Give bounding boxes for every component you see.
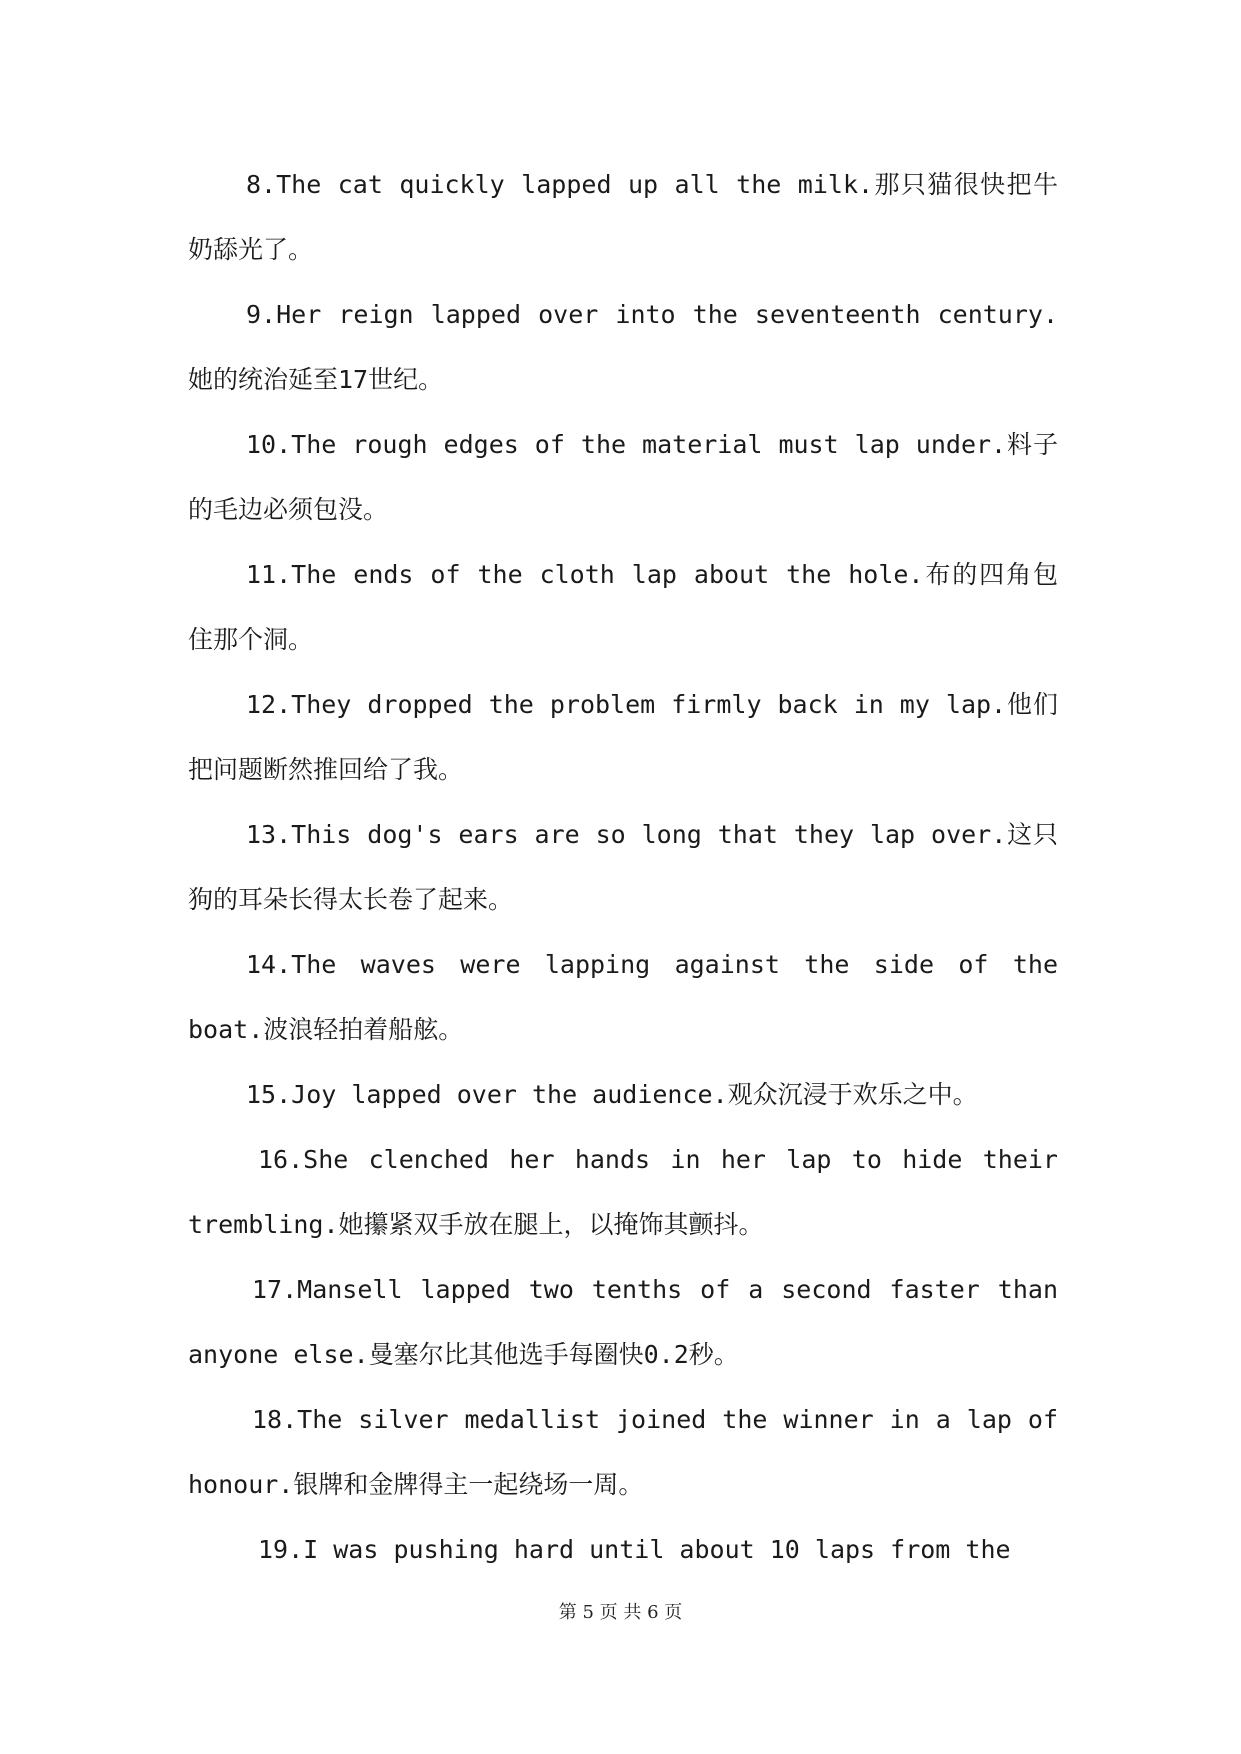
- paragraph-19: 19.I was pushing hard until about 10 laps from the: [258, 1535, 1011, 1564]
- paragraph-15: 15.Joy lapped over the audience.观众沉浸于欢乐之中。: [246, 1080, 978, 1109]
- paragraph-11: 11.The ends of the cloth lap about the hole.布的四角包住那个洞。: [188, 560, 1058, 654]
- paragraph-8: 8.The cat quickly lapped up all the milk.那只猫很快把牛奶舔光了。: [188, 170, 1058, 264]
- document-body: [188, 152, 1058, 1582]
- paragraph-17: 17.Mansell lapped two tenths of a second faster than anyone else.曼塞尔比其他选手每圈快0.2秒。: [188, 1275, 1058, 1369]
- paragraph-10: 10.The rough edges of the material must lap under.料子的毛边必须包没。: [188, 430, 1058, 524]
- page-number-footer: 第 5 页 共 6 页: [558, 1602, 683, 1623]
- paragraph-18: 18.The silver medallist joined the winner in a lap of honour.银牌和金牌得主一起绕场一周。: [188, 1405, 1058, 1499]
- paragraph-13: 13.This dog's ears are so long that they lap over.这只狗的耳朵长得太长卷了起来。: [188, 820, 1058, 914]
- paragraph-9: 9.Her reign lapped over into the seventeenth century.她的统治延至17世纪。: [188, 300, 1058, 394]
- paragraph-16: 16.She clenched her hands in her lap to hide their trembling.她攥紧双手放在腿上，以掩饰其颤抖。: [188, 1145, 1058, 1239]
- paragraph-14: 14.The waves were lapping against the side of the boat.波浪轻拍着船舷。: [188, 950, 1058, 1044]
- paragraph-12: 12.They dropped the problem firmly back in my lap.他们把问题断然推回给了我。: [188, 690, 1058, 784]
